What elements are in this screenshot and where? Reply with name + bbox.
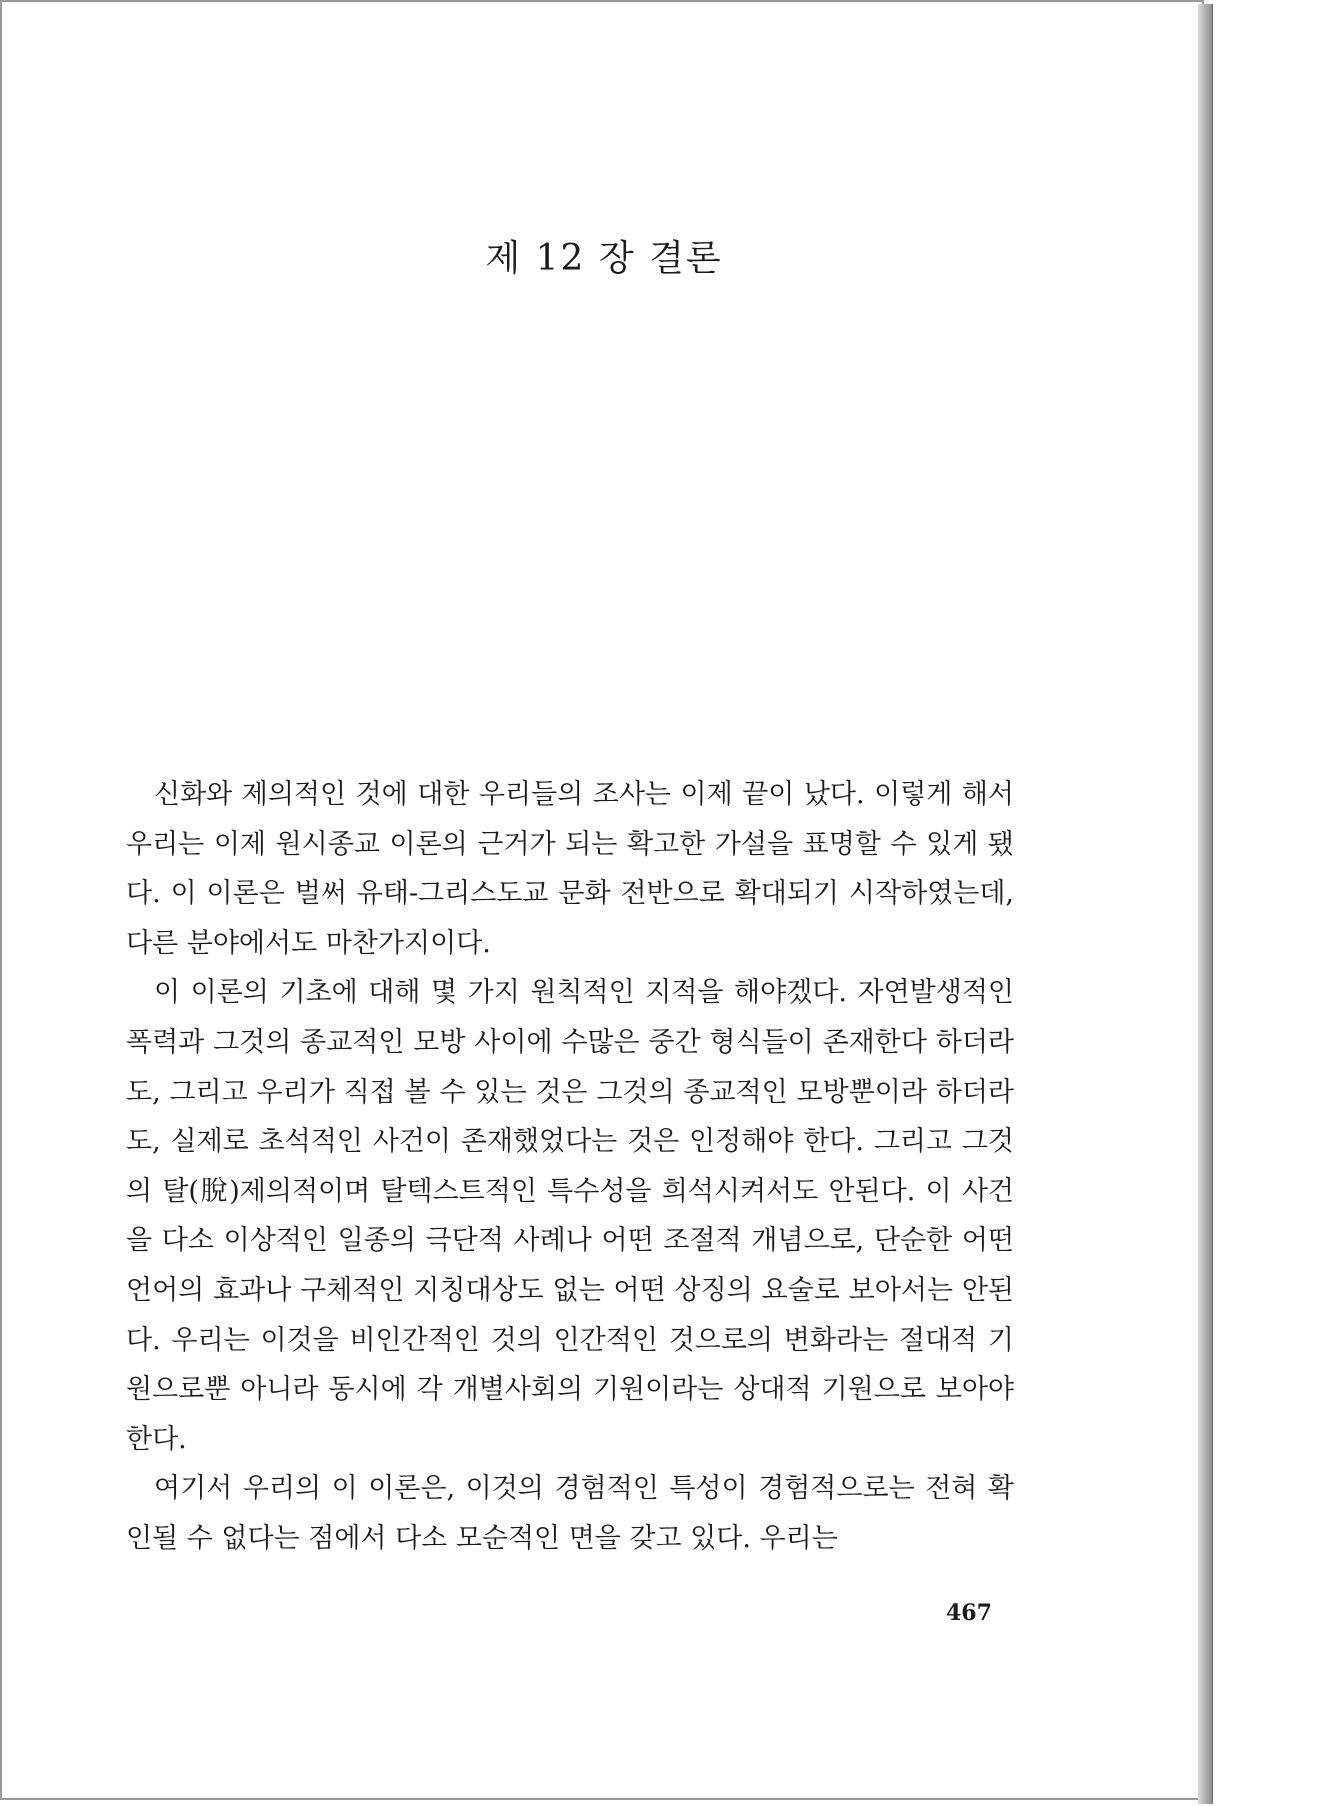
- page-number: 467: [946, 1600, 992, 1626]
- paragraph-2: 이 이론의 기초에 대해 몇 가지 원칙적인 지적을 해야겠다. 자연발생적인 폭력과 그것의 종교적인 모방 사이에 수많은 중간 형식들이 존재한다 하더라도, 그리고 우리가 직접 볼 수 있는 것은 그것의 종교적인 모방뿐이라 하더라도, 실제로 초석적인 사건이 존재했었다는 것은 인정해야 한다. 그리고 그것의 탈(脫)제의적이며 탈텍스트적인 특수성을 희석시켜서도 안된다. 이 사건을 다소 이상적인 일종의 극단적 사례나 어떤 조절적 개념으로, 단순한 어떤 언어의 효과나 구체적인 지칭대상도 없는 어떤 상징의 요술로 보아서는 안된다. 우리는 이것을 비인간적인 것의 인간적인 것으로의 변화라는 절대적 기원으로뿐 아니라 동시에 각 개별사회의 기원이라는 상대적 기원으로 보아야 한다.: [126, 977, 1014, 1455]
- chapter-title: 제 12 장 결론: [485, 238, 723, 279]
- page-edge-shadow: [1198, 4, 1213, 1804]
- paragraph-1: 신화와 제의적인 것에 대한 우리들의 조사는 이제 끝이 났다. 이렇게 해서 우리는 이제 원시종교 이론의 근거가 되는 확고한 가설을 표명할 수 있게 됐다. 이 이론은 벌써 유태-그리스도교 문화 전반으로 확대되기 시작하였는데, 다른 분야에서도 마찬가지이다.: [126, 779, 1014, 959]
- body-text: [126, 770, 1014, 1564]
- paragraph-3: 여기서 우리의 이 이론은, 이것의 경험적인 특성이 경험적으로는 전혀 확인될 수 없다는 점에서 다소 모순적인 면을 갖고 있다. 우리는: [126, 1473, 1014, 1554]
